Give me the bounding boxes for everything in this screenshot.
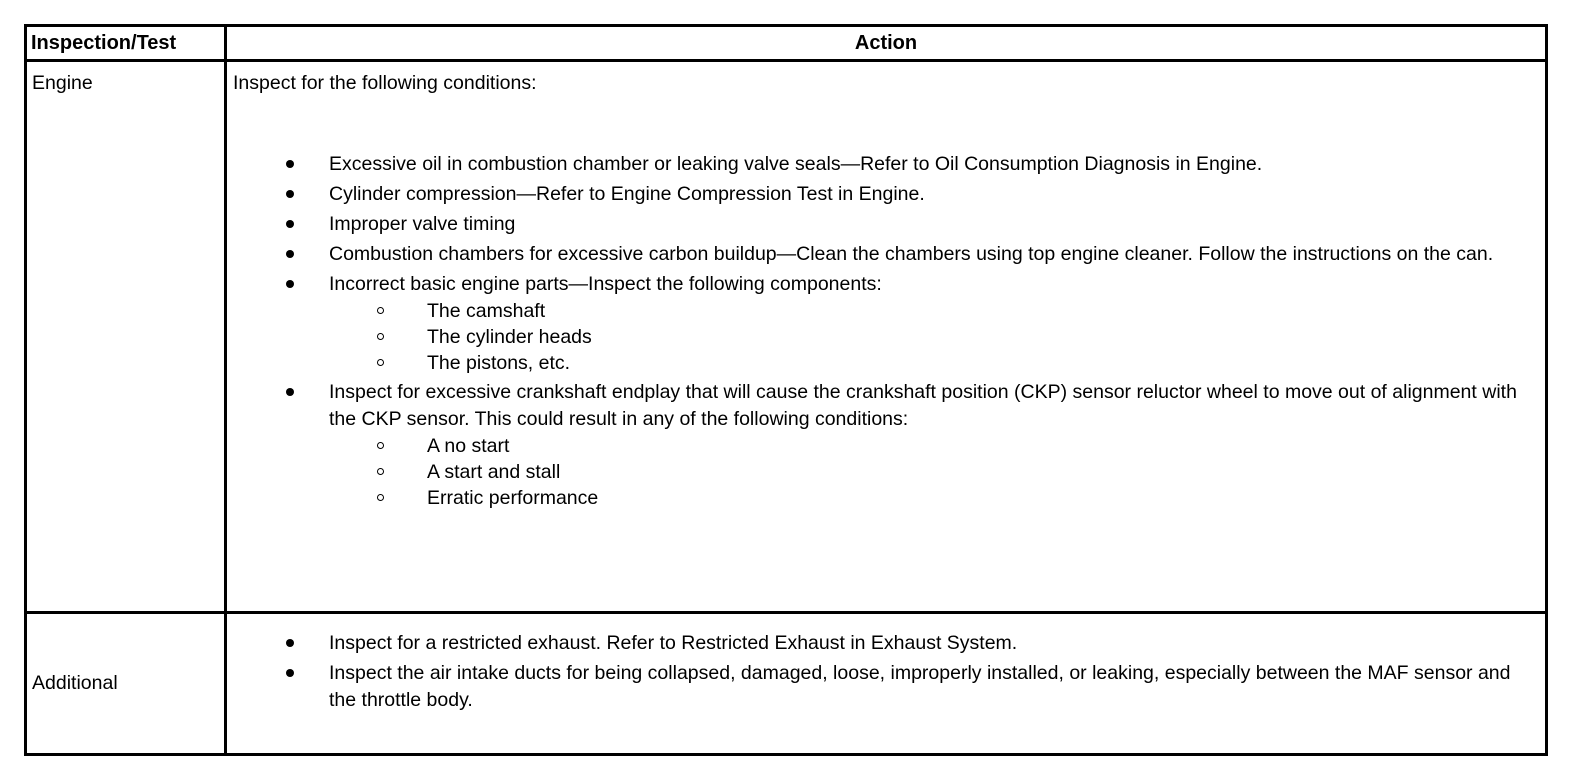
sub-list-item-text: The pistons, etc. (427, 352, 571, 374)
list-item-text: Cylinder compression—Refer to Engine Compression Test in Engine. (329, 183, 925, 205)
bullet-icon (286, 639, 294, 647)
list-item (233, 379, 1535, 511)
list-item-text: Excessive oil in combustion chamber or leaking valve seals—Refer to Oil Consumption Diagnosis in Engine. (329, 153, 1263, 175)
header-row (26, 26, 1547, 61)
sub-list-item (329, 459, 1535, 485)
circle-bullet-icon (377, 359, 384, 366)
additional-action-cell (226, 613, 1547, 755)
list-item-text: Inspect for excessive crankshaft endplay that will cause the crankshaft position (CKP) sensor reluctor wheel to move out of alignment with the CKP sensor. This could result in any of the following conditions: (329, 381, 1517, 430)
sub-list (329, 433, 1535, 511)
circle-bullet-icon (377, 494, 384, 501)
bullet-icon (286, 250, 294, 258)
sub-list-item (329, 324, 1535, 350)
list-item-text: Improper valve timing (329, 213, 516, 235)
sub-list-item-text: The cylinder heads (427, 326, 592, 348)
table-row-additional (26, 613, 1547, 755)
circle-bullet-icon (377, 307, 384, 314)
inspection-table (24, 24, 1548, 756)
list-item (233, 630, 1535, 657)
circle-bullet-icon (377, 333, 384, 340)
engine-intro: Inspect for the following conditions: (233, 72, 537, 94)
sub-list (329, 298, 1535, 376)
list-item (233, 211, 1535, 238)
additional-label: Additional (26, 613, 226, 755)
sub-list-item-text: Erratic performance (427, 487, 599, 509)
list-item (233, 660, 1535, 714)
sub-list-item (329, 433, 1535, 459)
circle-bullet-icon (377, 468, 384, 475)
engine-action-cell (226, 61, 1547, 613)
list-item (233, 271, 1535, 376)
additional-bullet-list (233, 630, 1535, 714)
bullet-icon (286, 388, 294, 396)
list-item (233, 151, 1535, 178)
sub-list-item-text: A start and stall (427, 461, 561, 483)
header-inspection-test: Inspection/Test (26, 26, 226, 61)
table-row-engine (26, 61, 1547, 613)
list-item-text: Incorrect basic engine parts—Inspect the following components: (329, 273, 882, 295)
circle-bullet-icon (377, 442, 384, 449)
list-item (233, 181, 1535, 208)
list-item-text: Combustion chambers for excessive carbon buildup—Clean the chambers using top engine cleaner. Follow the instructions on the can. (329, 243, 1494, 265)
engine-label: Engine (26, 61, 226, 613)
sub-list-item-text: The camshaft (427, 300, 546, 322)
engine-bullet-list (233, 151, 1535, 511)
sub-list-item-text: A no start (427, 435, 510, 457)
bullet-icon (286, 220, 294, 228)
sub-list-item (329, 485, 1535, 511)
sub-list-item (329, 298, 1535, 324)
bullet-icon (286, 280, 294, 288)
list-item-text: Inspect for a restricted exhaust. Refer to Restricted Exhaust in Exhaust System. (329, 632, 1018, 654)
bullet-icon (286, 190, 294, 198)
list-item (233, 241, 1535, 268)
bullet-icon (286, 160, 294, 168)
bullet-icon (286, 669, 294, 677)
list-item-text: Inspect the air intake ducts for being collapsed, damaged, loose, improperly installed, or leaking, especially between the MAF sensor and the throttle body. (329, 662, 1511, 711)
sub-list-item (329, 350, 1535, 376)
header-action: Action (226, 26, 1547, 61)
